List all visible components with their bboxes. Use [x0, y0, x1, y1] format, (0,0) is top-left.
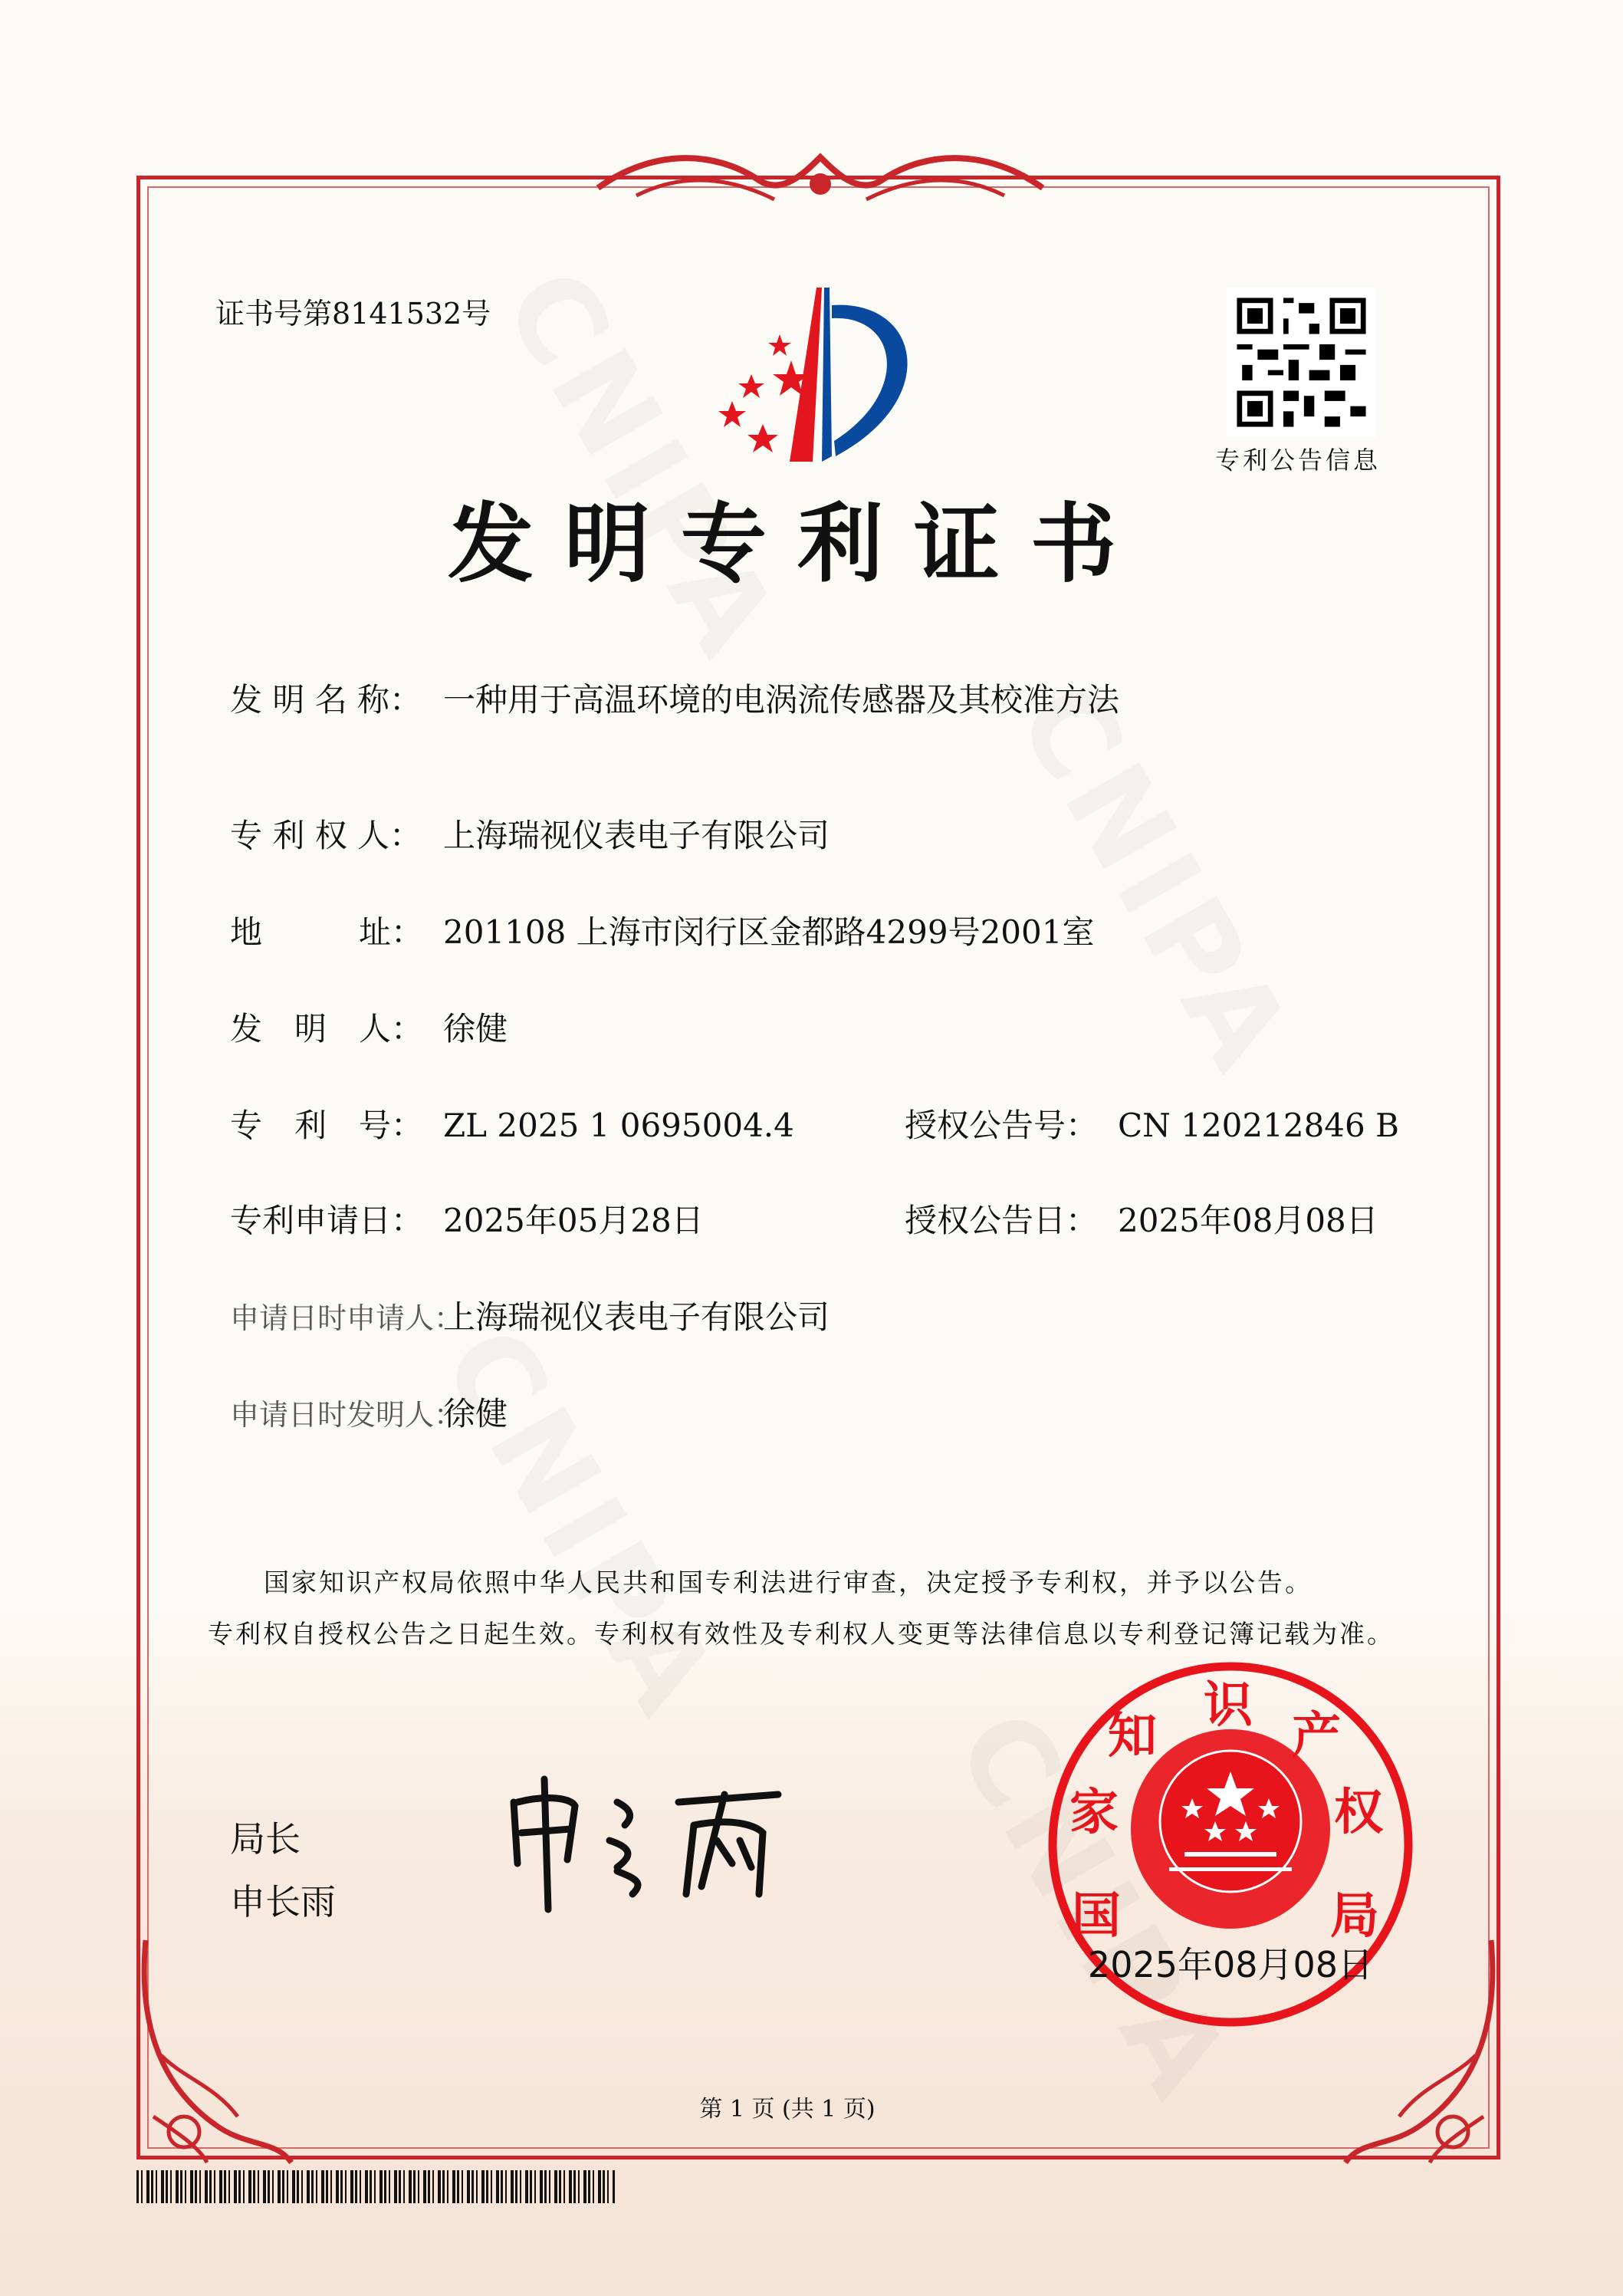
field-applicant-at-filing: 申请日时申请人：上海瑞视仪表电子有限公司	[230, 1298, 830, 1336]
field-filing-date: 专利申请日： 2025年05月28日	[230, 1202, 704, 1239]
field-patent-number: 专 利 号： ZL 2025 1 0695004.4	[230, 1107, 794, 1144]
director-name: 申长雨	[230, 1881, 336, 1923]
field-grant-publication-number: 授权公告号： CN 120212846 B	[905, 1107, 1399, 1144]
field-patentee: 专 利 权 人： 上海瑞视仪表电子有限公司	[230, 817, 830, 854]
seal-text: 国家知识产权局	[1069, 1677, 1383, 1945]
field-inventor-at-filing: 申请日时发明人：徐健	[230, 1395, 508, 1433]
director-signature	[502, 1771, 839, 1917]
certificate-number: 证书号第8141532号	[215, 297, 491, 331]
statement-line-1: 国家知识产权局依照中华人民共和国专利法进行审查，决定授予专利权，并予以公告。	[264, 1567, 1313, 1597]
statement-line-2: 专利权自授权公告之日起生效。专利权有效性及专利权人变更等法律信息以专利登记簿记载为准。	[208, 1619, 1395, 1649]
qr-code[interactable]	[1227, 288, 1376, 437]
corner-ornament-left	[130, 1933, 307, 2170]
page-title: 发明专利证书	[448, 495, 1147, 594]
field-address: 地 址： 201108 上海市闵行区金都路4299号2001室	[230, 913, 1095, 951]
field-inventor: 发 明 人： 徐健	[230, 1010, 508, 1048]
field-grant-publication-date: 授权公告日： 2025年08月08日	[905, 1202, 1378, 1239]
qr-label: 专利公告信息	[1215, 446, 1382, 475]
top-ornament	[590, 142, 1050, 211]
official-seal	[1043, 1656, 1418, 2032]
cnipa-logo	[690, 284, 951, 475]
barcode	[136, 2170, 615, 2203]
field-invention-name: 发 明 名 称： 一种用于高温环境的电涡流传感器及其校准方法	[230, 681, 1120, 719]
page-footer: 第 1 页 (共 1 页)	[699, 2096, 876, 2123]
director-title: 局长	[230, 1818, 301, 1860]
seal-date: 2025年08月08日	[1087, 1944, 1374, 1985]
